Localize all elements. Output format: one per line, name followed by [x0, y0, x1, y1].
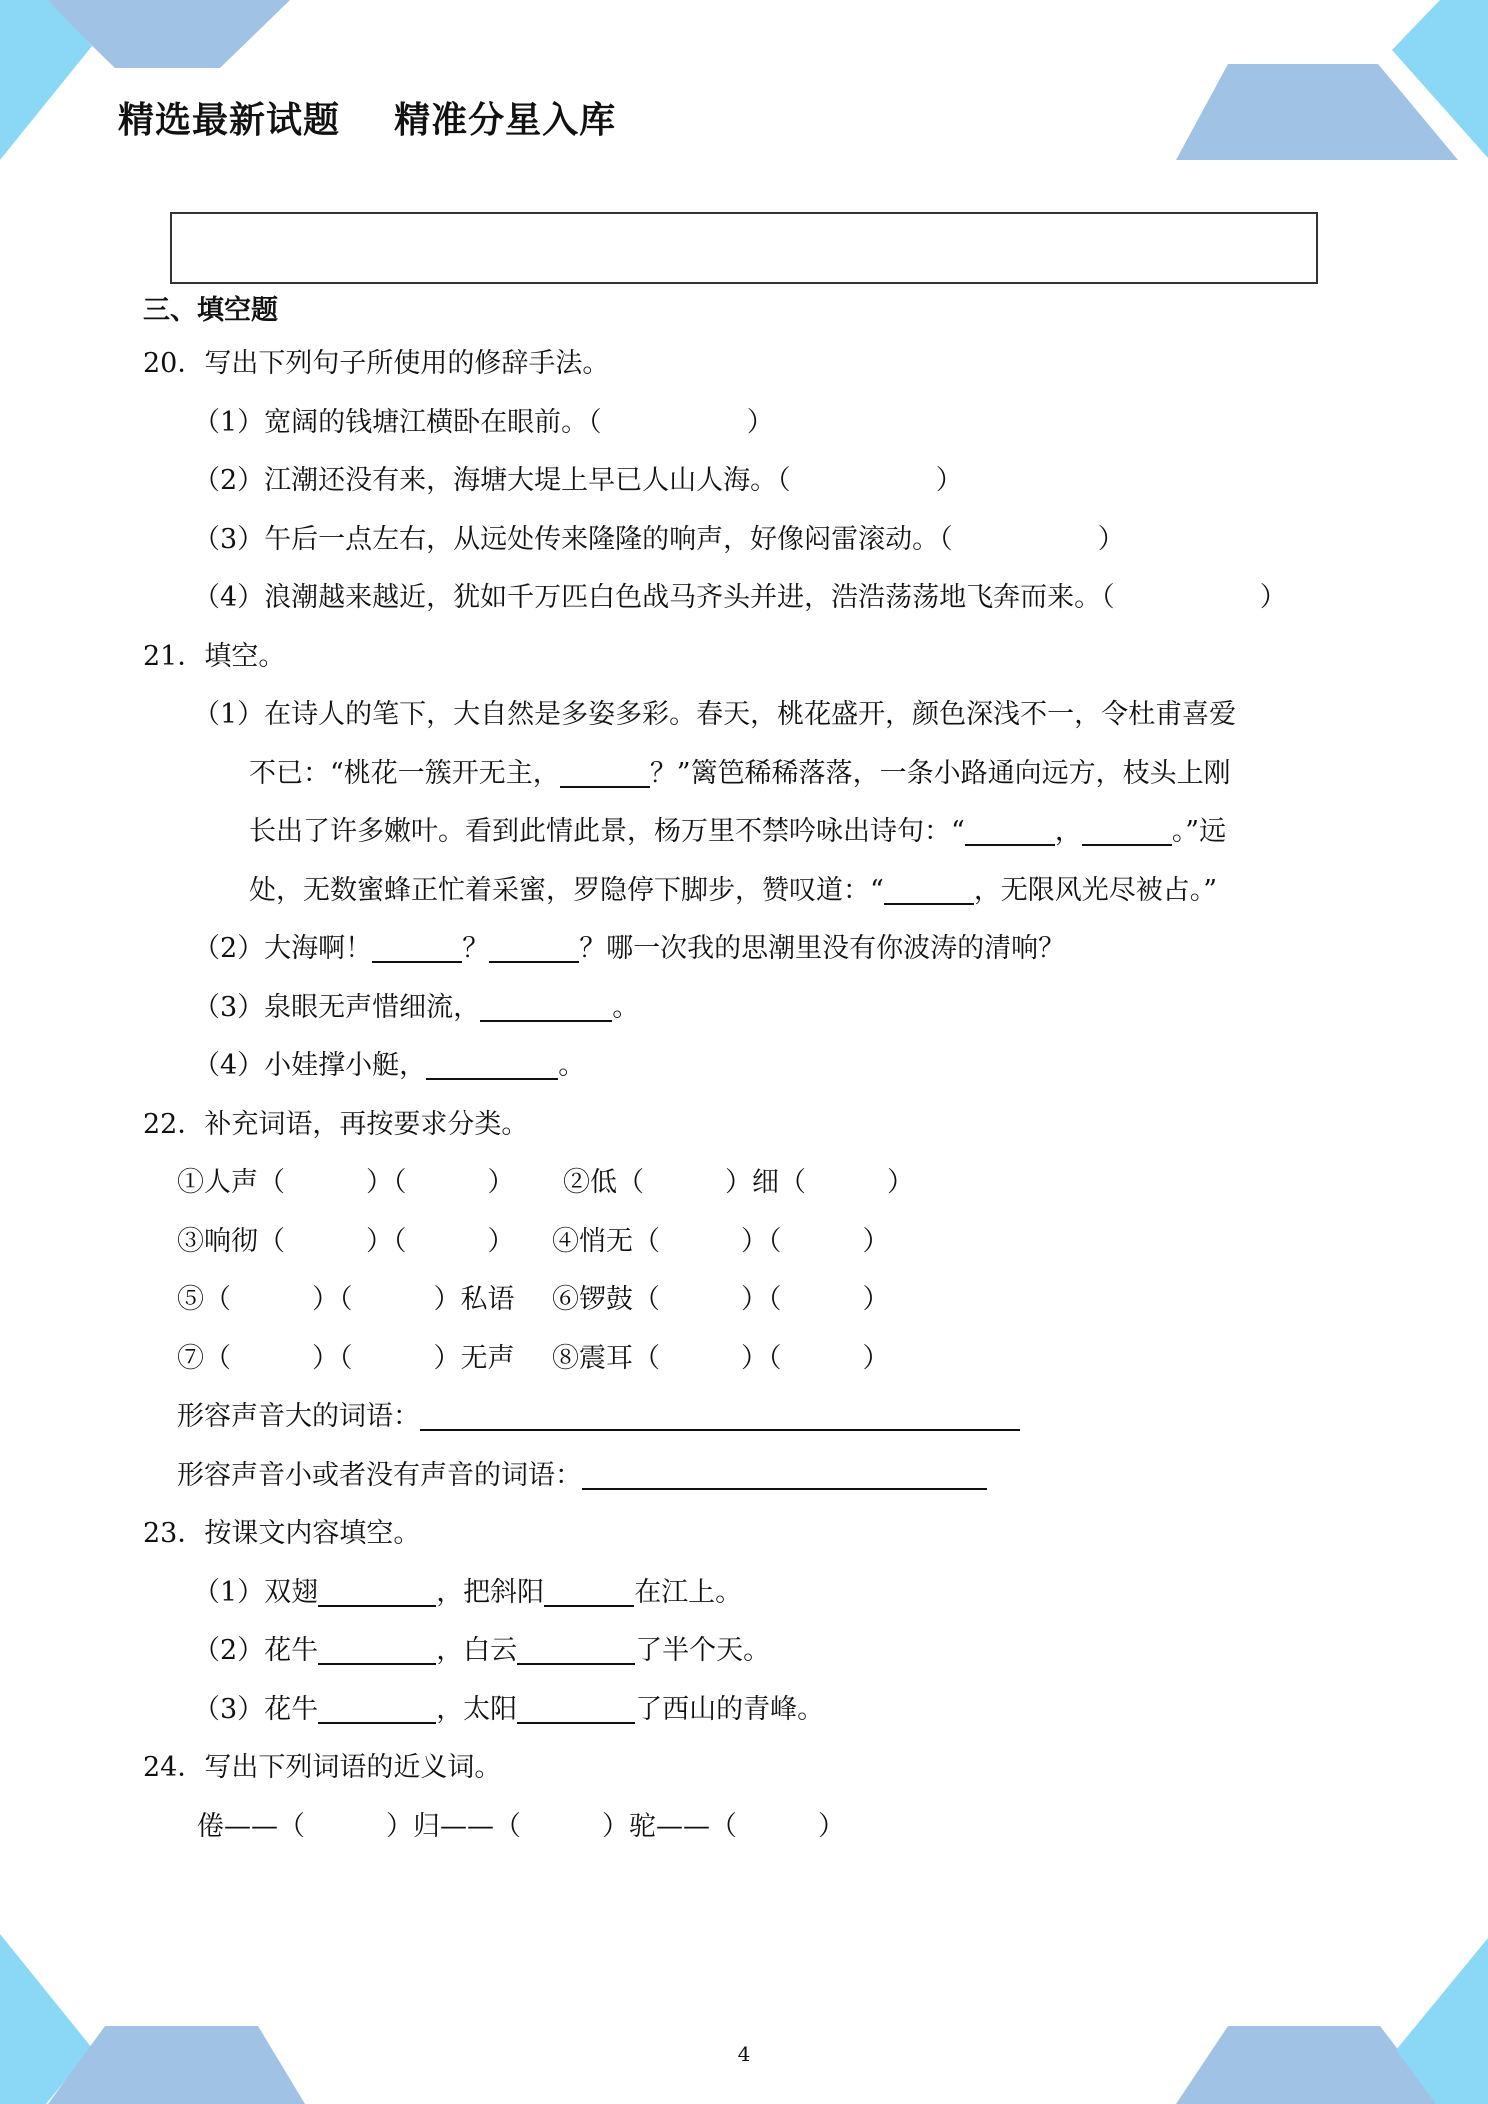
blank[interactable]: [965, 814, 1055, 846]
q24-line: 倦——（ ）归——（ ）驼——（ ）: [197, 1811, 845, 1842]
q23-item-1: （1）双翅 ，把斜阳 在江上。: [193, 1577, 743, 1608]
top-right-trapezoid: [1176, 64, 1458, 160]
blank[interactable]: [544, 1575, 634, 1607]
blank[interactable]: [420, 1399, 1020, 1431]
answer-box[interactable]: [170, 212, 1318, 284]
q22-row-3-left: ⑤（ ）（ ）私语: [177, 1284, 515, 1315]
q21-p2: （2）大海啊！ ？ ？哪一次我的思潮里没有你波涛的清响？: [193, 933, 1066, 964]
q22-row-1-left: ①人声（ ）（ ）: [177, 1167, 515, 1198]
blank[interactable]: [372, 931, 462, 963]
q20-item-4: （4）浪潮越来越近，犹如千万匹白色战马齐头并进，浩浩荡荡地飞奔而来。（ ）: [193, 582, 1287, 613]
q22-row-2-right: ④悄无（ ）（ ）: [552, 1226, 890, 1257]
section-title: 三、填空题: [143, 295, 278, 326]
q22-row-4-right: ⑧震耳（ ）（ ）: [552, 1343, 890, 1374]
q20-item-1: （1）宽阔的钱塘江横卧在眼前。（ ）: [193, 407, 774, 438]
q21-p1-line3: 长出了许多嫩叶。看到此情此景，杨万里不禁吟咏出诗句：“ ， 。”远: [249, 816, 1227, 847]
q21-p1-line1: （1）在诗人的笔下，大自然是多姿多彩。春天，桃花盛开，颜色深浅不一，令杜甫喜爱: [193, 699, 1237, 730]
q23-item-3: （3）花牛 ，太阳 了西山的青峰。: [193, 1694, 825, 1725]
q21-stem: 21．填空。: [143, 641, 286, 672]
blank[interactable]: [517, 1633, 635, 1665]
q21-p1-line2: 不已：“桃花一簇开无主， ？”篱笆稀稀落落，一条小路通向远方，枝头上刚: [249, 758, 1231, 789]
header-title: 精选最新试题 精准分星入库: [118, 100, 617, 141]
q20-item-3: （3）午后一点左右，从远处传来隆隆的响声，好像闷雷滚动。（ ）: [193, 524, 1125, 555]
q22-row-4-left: ⑦（ ）（ ）无声: [177, 1343, 515, 1374]
q22-loud-words: 形容声音大的词语：: [177, 1397, 1020, 1437]
q22-row-2-left: ③响彻（ ）（ ）: [177, 1226, 515, 1257]
blank[interactable]: [318, 1633, 436, 1665]
q22-quiet-words: 形容声音小或者没有声音的词语：: [177, 1456, 987, 1496]
blank[interactable]: [517, 1692, 635, 1724]
blank[interactable]: [884, 873, 974, 905]
page-number: 4: [737, 2042, 751, 2066]
q22-row-1-right: ②低（ ）细（ ）: [563, 1167, 914, 1198]
q23-stem: 23．按课文内容填空。: [143, 1518, 421, 1549]
q23-item-2: （2）花牛 ，白云 了半个天。: [193, 1635, 771, 1666]
q22-row-3-right: ⑥锣鼓（ ）（ ）: [552, 1284, 890, 1315]
q20-stem: 20．写出下列句子所使用的修辞手法。: [143, 348, 610, 379]
blank[interactable]: [480, 990, 612, 1022]
q24-stem: 24．写出下列词语的近义词。: [143, 1752, 502, 1783]
blank[interactable]: [560, 756, 650, 788]
q21-p1-line4: 处，无数蜜蜂正忙着采蜜，罗隐停下脚步，赞叹道：“ ，无限风光尽被占。”: [249, 875, 1218, 906]
blank[interactable]: [1082, 814, 1172, 846]
blank[interactable]: [426, 1048, 558, 1080]
q22-stem: 22．补充词语，再按要求分类。: [143, 1109, 529, 1140]
blank[interactable]: [318, 1575, 436, 1607]
q21-p4: （4）小娃撑小艇， 。: [193, 1050, 586, 1081]
q20-item-2: （2）江潮还没有来，海塘大堤上早已人山人海。（ ）: [193, 465, 963, 496]
blank[interactable]: [582, 1458, 987, 1490]
blank[interactable]: [318, 1692, 436, 1724]
blank[interactable]: [489, 931, 579, 963]
q21-p3: （3）泉眼无声惜细流， 。: [193, 992, 640, 1023]
